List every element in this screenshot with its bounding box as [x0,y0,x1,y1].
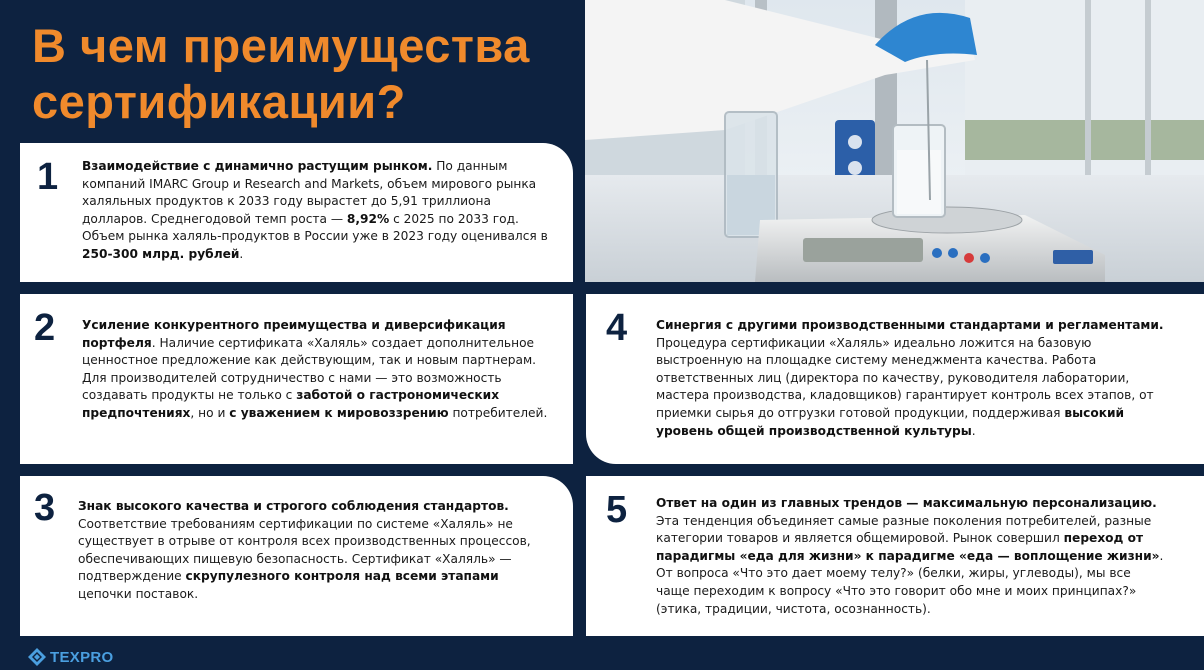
page-title [32,18,572,130]
logo-text: TEXPRO [50,648,114,666]
benefit-text [656,495,1168,618]
benefit-text-bold: Знак высокого качества и строгого соблюдения стандартов. [78,499,509,513]
laboratory-scale-photo [585,0,1204,282]
benefit-text-bold: Усиление конкурентного преимущества и диверсификация портфеля [82,318,506,350]
benefit-text-bold: 250-300 млрд. рублей [82,246,240,261]
benefit-text-regular: По данным компаний IMARC Group и Research and Markets, объем мирового рынка халяльных продуктов к 2033 году вырастет до 5,91 триллиона долларов. Среднегодовой темп роста — [82,159,537,226]
benefit-text-regular: , но и [190,405,230,420]
benefit-card-4 [586,294,1204,464]
benefit-text [82,158,554,264]
benefit-number: 3 [34,487,56,529]
benefit-text-bold: скрупулезного контроля над всеми этапами [185,569,499,584]
benefit-number: 1 [37,156,59,198]
benefit-text-bold: переход от парадигмы «еда для жизни» к парадигме «еда — воплощение жизни» [656,531,1160,563]
benefit-card-2 [20,294,573,464]
benefit-text-bold: высокий уровень общей производственной культуры [656,405,1125,438]
benefit-number: 2 [34,307,56,349]
benefit-text-regular: Эта тенденция объединяет самые разные поколения потребителей, разные категории товаров и является общемировой. Рынок совершил [656,513,1152,546]
benefit-text [82,317,554,423]
benefit-text [656,317,1168,440]
benefit-number: 4 [606,307,628,349]
benefit-text-regular: цепочки поставок. [78,586,199,601]
page-title-line-1: В чем преимущества [32,19,530,72]
benefit-text-regular: . Наличие сертификата «Халяль» создает дополнительное ценностное предложение как действующим, так и новым партнерам. Для производителей сотрудничество с нами — это возможность создавать продукты не только с [82,335,537,403]
page-title-line-2: сертификации? [32,75,406,128]
benefit-text-regular: Процедура сертификации «Халяль» идеально ложится на базовую выстроенную на площадке систему менеджмента качества. Работа ответственных лиц (директора по качеству, руководителя лаборатории, мастера производства, кладовщиков) гарантирует контроль всех этапов, от приемки сырья до отгрузки готовой продукции, поддерживая [656,335,1154,420]
benefit-text-regular: . [971,423,976,438]
benefit-number: 5 [606,489,628,531]
benefit-text-regular: Соответствие требованиям сертификации по системе «Халяль» не существует в отрыве от контроля всех производственных процессов, обеспечивающих пищевую безопасность. Сертификат «Халяль» — подтверждение [78,516,531,584]
benefit-card-5 [586,476,1204,636]
benefit-card-1 [20,143,573,282]
benefit-text-bold: с уважением к мировоззрению [229,405,449,420]
benefit-card-3 [20,476,573,636]
benefit-text-bold: заботой о гастрономических предпочтениях [82,388,500,420]
texpro-diamond-icon [28,648,46,666]
benefit-text-bold: Ответ на один из главных трендов — максимальную персонализацию. [656,496,1157,510]
benefit-text-bold: 8,92% [346,211,390,226]
benefit-text [78,498,548,604]
benefit-text-bold: Синергия с другими производственными стандартами и регламентами. [656,318,1164,332]
benefit-text-regular: . [239,246,244,261]
benefit-text-regular: с 2025 по 2033 год. Объем рынка халяль-продуктов в России уже в 2023 году оценивался в [82,211,548,244]
benefit-text-bold: Взаимодействие с динамично растущим рынком. [82,159,433,173]
benefit-text-regular: . От вопроса «Что это дает моему телу?» (белки, жиры, углеводы), мы все чаще переходим к вопросу «Что это говорит обо мне и моих принципах?» (этика, традиции, чистота, осознанность). [656,548,1164,616]
texpro-logo [28,648,113,666]
benefit-text-regular: потребителей. [448,405,548,420]
